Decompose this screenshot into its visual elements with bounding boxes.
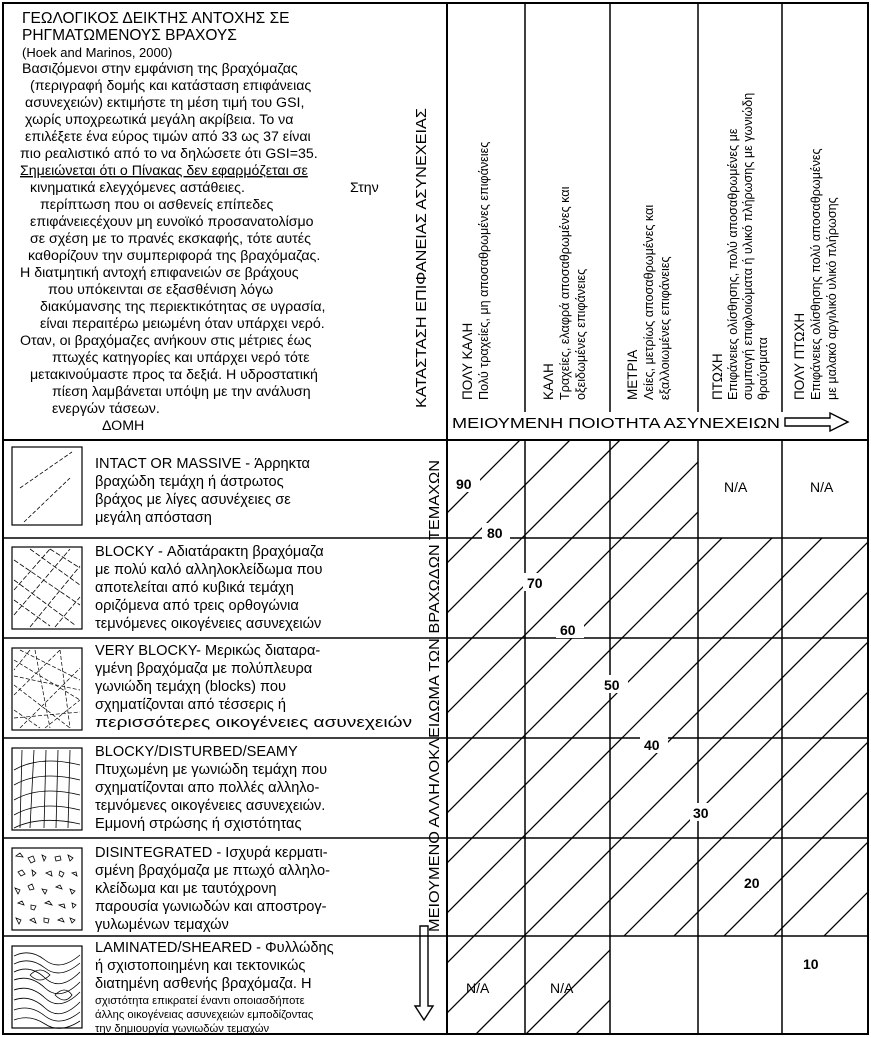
structure-label: ΔΟΜΗ [102, 418, 145, 434]
row-desc-line: βράχος με λίγες ασυνέχειες σε [95, 492, 291, 508]
row-blocky [95, 544, 324, 632]
column-title: ΠΟΛΥ ΠΤΩΧΗ [792, 312, 807, 400]
intro-title-line-2: ΡΗΓΜΑΤΩΜΕΝΟΥΣ ΒΡΑΧΟΥΣ [22, 27, 237, 44]
column-desc-line: Επιφάνειες ολίσθησης, πολύ αποσαθρωμένες με [726, 128, 740, 400]
row-desc-line: Εμμονή στρώσης ή σχιστότητας [95, 816, 302, 832]
row-desc-line: DISINTEGRATED - Ισχυρά κερματι- [95, 845, 328, 861]
row-desc-line: LAMINATED/SHEARED - Φυλλώδης [95, 940, 334, 956]
intro-body-line: ασυνεχειών) εκτιμήστε τη μέση τιμή του GSI, [25, 95, 305, 111]
laminated-sheared-sketch-icon [12, 946, 82, 1028]
row-small-line: άλλης οικογένειας ασυνεχειών εμποδίζοντας [95, 1009, 314, 1021]
column-header-fair [625, 205, 672, 400]
intro-body-line: (περιγραφή δομής και κατάσταση επιφάνειας [30, 78, 312, 94]
gsi-label-40: 40 [644, 737, 660, 753]
row-very-blocky [95, 643, 412, 731]
row-small-line: σχιστότητα επικρατεί έναντι οποιασδήποτε [95, 995, 305, 1007]
row-desc-line: γωνιώδη τεμάχη (blocks) που [95, 679, 286, 695]
column-desc-line: συμπαγή επιφλοιώματα ή υλικό πλήρωσης με γωνιώδη [741, 92, 755, 400]
decreasing-quality-axis-label: ΜΕΙΟΥΜΕΝΗ ΠΟΙΟΤΗΤΑ ΑΣΥΝΕΧΕΙΩΝ [452, 416, 780, 432]
row-desc-line: σχηματίζονται απο πολλές αλληλο- [95, 780, 320, 796]
intro-block [20, 10, 379, 434]
column-header-poor [710, 93, 770, 400]
rows [95, 456, 412, 1035]
column-desc-line: οξειδωμένες επιφάνειες [574, 268, 588, 400]
blocky-disturbed-sketch-icon [12, 748, 82, 830]
na-cell-very-poor-intact: N/A [810, 479, 834, 495]
intro-body-line: πιο ρεαλιστικό από το να δηλώσετε ότι GSI=35. [20, 146, 318, 162]
intro-body-line: που υπόκεινται σε εξασθένιση λόγω [48, 282, 274, 298]
row-desc-line: διατημένη ασθενής βραχόμαζα. Η [95, 976, 312, 992]
column-title: ΚΑΛΗ [541, 363, 556, 400]
na-cell-very-good-laminated: N/A [466, 980, 490, 996]
row-desc-line: σχηματίζονται από τέσσερις ή [95, 697, 287, 713]
blocky-sketch-icon [12, 547, 82, 629]
column-desc-line: θραύσματα [756, 337, 770, 400]
row-desc-line: γμένη βραχόμαζα με πολύπλευρα [95, 661, 313, 677]
gsi-label-20: 20 [744, 875, 760, 891]
right-arrow-icon [785, 413, 848, 431]
row-desc-line: τεμνόμενες οικογένειες ασυνεχειών [95, 616, 322, 632]
row-desc-line: ή σχιστοποιημένη και τεκτονικώς [95, 958, 306, 974]
intro-body-line: διακύμανσης της περιεκτικότητας σε υγρασία, [40, 299, 326, 315]
row-desc-line: αποτελείται από κυβικά τεμάχη [95, 580, 294, 596]
row-desc-line: κλείδωμα και με ταυτόχρονη [95, 881, 277, 897]
intro-body-line: σε σχέση με το πρανές εκσκαφής, τότε αυτές [30, 231, 311, 247]
gsi-label-90: 90 [456, 476, 472, 492]
very-blocky-sketch-icon [12, 648, 82, 730]
column-desc-line: εξαλλοιωμένες επιφάνειες [658, 256, 672, 400]
row-desc-line: οριζόμενα από τρεις ορθογώνια [95, 598, 299, 614]
column-desc-line: Επιφάνειες ολίσθησης πολύ αποσαθρωμένες [809, 148, 823, 400]
down-arrow-icon [415, 926, 433, 1020]
row-desc-line: με πολύ καλό αλληλοκλείδωμα που [95, 562, 323, 578]
interlocking-axis-label: ΜΕΙΟΥΜΕΝΟ ΑΛΛΗΛΟΚΛΕΙΔΩΜΑ ΤΩΝ ΒΡΑΧΩΔΩΝ ΤΕΜΑΧΩΝ [427, 512, 443, 932]
row-desc-line: παρουσία γωνιωδών και αποστρογ- [95, 899, 327, 915]
column-title: ΠΤΩΧΗ [710, 353, 725, 400]
row-desc-line: σμένη βραχόμαζα με πτωχό αλληλο- [95, 863, 330, 879]
row-desc-line: γυλωμένων τεμαχών [95, 917, 229, 933]
intro-body-line: πτωχές κατηγορίες και υπάρχει νερό τότε [52, 350, 310, 366]
intro-body-line: μετακινούμαστε προς τα δεξιά. Η υδροστατική [30, 367, 318, 383]
column-title: ΠΟΛΥ ΚΑΛΗ [460, 322, 475, 400]
row-desc-line: INTACT OR MASSIVE - Άρρηκτα [95, 456, 310, 472]
row-desc-line: μεγάλη απόσταση [95, 510, 212, 526]
intro-body-line: περίπτωση που οι ασθενείς επίπεδες [40, 197, 274, 213]
intro-body-line: Η διατμητική αντοχή επιφανειών σε βράχους [20, 265, 299, 281]
disintegrated-sketch-icon [12, 848, 82, 930]
intro-body [20, 61, 379, 417]
row-intact-or-massive [95, 456, 311, 526]
column-desc-line: Τραχείες, ελαφρά αποσαθρωμένες και [558, 186, 572, 400]
na-cell-good-laminated: N/A [550, 980, 574, 996]
intro-body-line: επιφάνειεςέχουν μη ευνοϊκό προσανατολίσμο [30, 214, 314, 230]
intro-body-line: πίεση λαμβάνεται υπόψη με την ανάλυση [52, 384, 311, 400]
column-desc-line: Λείες, μετρίως αποσαθρωμένες και [642, 204, 656, 400]
column-desc-line: με μαλακό αργιλικό υλικό πλήρωσης [825, 197, 839, 400]
intro-body-line: Οταν, οι βραχόμαζες ανήκουν στις μέτριες έως [20, 333, 312, 349]
gsi-label-80: 80 [487, 525, 503, 541]
na-cell-poor-intact: N/A [724, 479, 748, 495]
intro-body-line: χωρίς υποχρεωτικά μεγάλη ακρίβεια. Το να [25, 112, 294, 128]
row-desc-line: BLOCKY/DISTURBED/SEAMY [95, 744, 298, 760]
gsi-label-50: 50 [604, 677, 620, 693]
intro-body-line: είναι περαιτέρω μειωμένη όταν υπάρχει νερό. [40, 316, 325, 332]
intro-citation: (Hoek and Marinos, 2000) [22, 45, 173, 60]
gsi-label-10: 10 [803, 956, 819, 972]
surface-condition-axis-label: ΚΑΤΑΣΤΑΣΗ ΕΠΙΦΑΝΕΙΑΣ ΑΣΥΝΕΧΕΙΑΣ [414, 140, 430, 408]
intro-body-line: Στην [350, 180, 379, 196]
intro-note-line: Σημειώνεται ότι ο Πίνακας δεν εφαρμόζεται σε [20, 163, 308, 179]
intro-body-line: κινηματικά ελεγχόμενες αστάθειες. [30, 180, 245, 196]
column-title: ΜΕΤΡΙΑ [625, 349, 640, 400]
column-header-very-good [460, 142, 491, 400]
row-small-line: την δημιουργία γωνιωδών τεμαχών [95, 1023, 270, 1035]
gsi-value-labels [452, 474, 827, 972]
intact-massive-sketch-icon [12, 447, 82, 525]
gsi-label-30: 30 [693, 805, 709, 821]
row-desc-line: BLOCKY - Αδιατάρακτη βραχόμαζα [95, 544, 324, 560]
intro-body-line: καθορίζουν την συμπεριφορά της βραχόμαζας. [28, 248, 321, 264]
column-header-very-poor [792, 148, 839, 400]
row-desc-line: VERY BLOCKY- Μερικώς διαταρα- [95, 643, 321, 659]
row-blocky-disturbed-seamy [95, 744, 327, 832]
row-desc-line: βραχώδη τεμάχη ή άστρωτος [95, 474, 284, 490]
row-desc-line: Πτυχωμένη με γωνιώδη τεμάχη που [95, 762, 328, 778]
gsi-label-70: 70 [527, 575, 543, 591]
row-desc-line: περισσότερες οικογένειες ασυνεχειών [95, 715, 412, 731]
row-desc-line: τεμνόμενες οικογένειες ασυνεχειών. [95, 798, 326, 814]
row-disintegrated [95, 845, 330, 933]
intro-body-line: Βασιζόμενοι στην εμφάνιση της βραχόμαζας [22, 61, 298, 77]
intro-body-line: ενεργών τάσεων. [52, 401, 160, 417]
column-header-good [541, 186, 588, 400]
row-laminated-sheared [95, 940, 334, 1035]
intro-title-line-1: ΓΕΩΛΟΓΙΚΟΣ ΔΕΙΚΤΗΣ ΑΝΤΟΧΗΣ ΣΕ [22, 10, 290, 27]
gsi-label-60: 60 [560, 622, 576, 638]
column-desc-line: Πολύ τραχείες, μη αποσαθρωμένες επιφάνειες [477, 141, 491, 400]
intro-body-line: επιλέξετε ένα εύρος τιμών από 33 ως 37 είναι [25, 129, 311, 145]
